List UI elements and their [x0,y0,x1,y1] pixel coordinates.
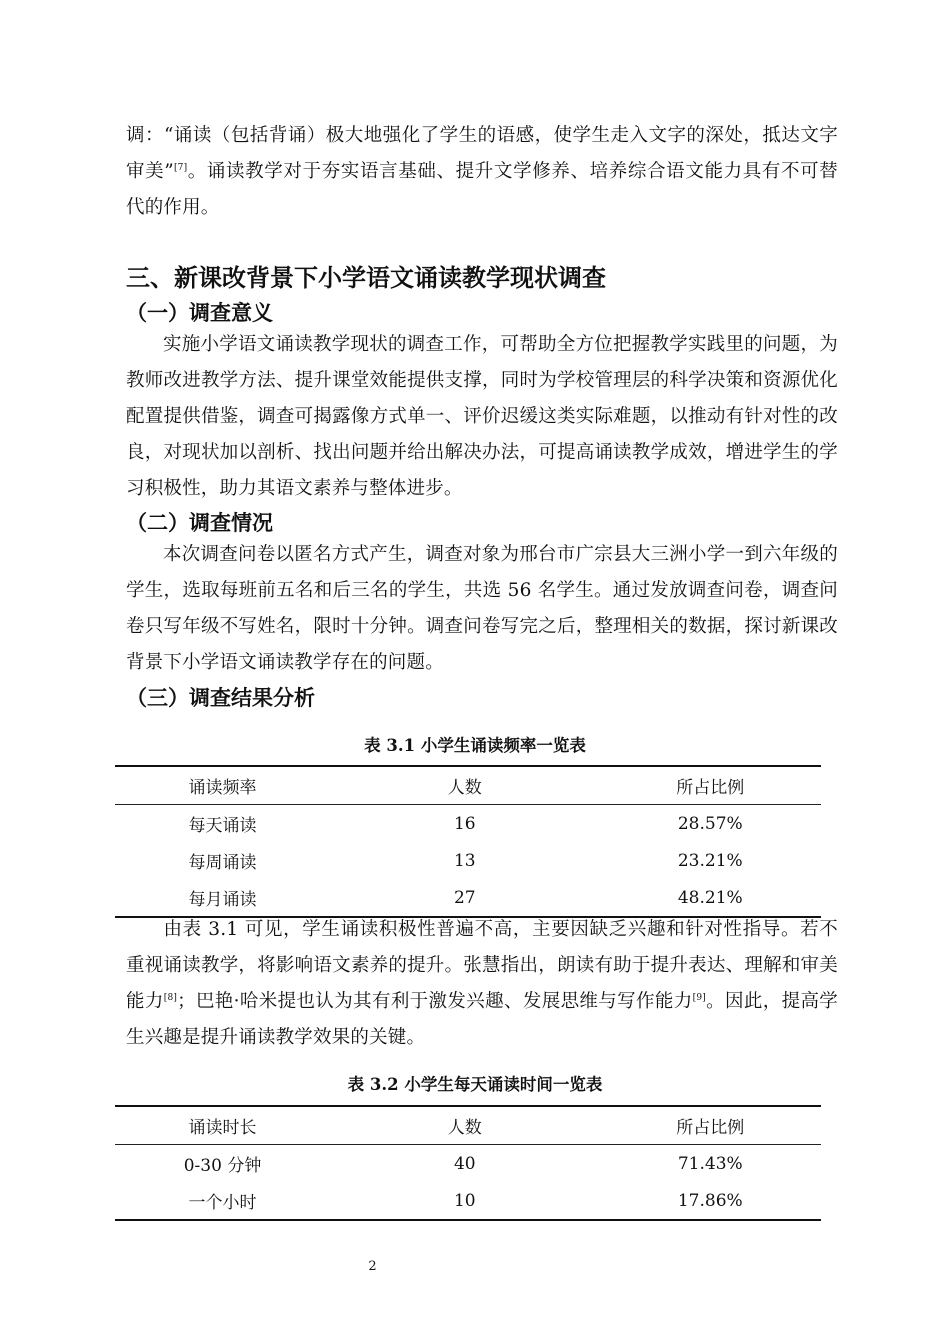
table-header-cell: 所占比例 [600,1106,821,1145]
table-cell: 每月诵读 [115,879,330,917]
page-number: 2 [368,1259,377,1274]
table-2 [115,1105,821,1221]
table-row [115,1182,821,1220]
subsection-heading-2: （二）调查情况 [126,511,273,535]
analysis-text-b: ；巴艳·哈米提也认为其有利于激发兴趣、发展思维与写作能力 [177,991,693,1012]
analysis-text-c: 。因此，提高学生兴趣是提升诵读教学效果的关键。 [126,991,839,1048]
subsection-2-paragraph [126,537,838,681]
citation-8: [8] [163,992,178,1003]
table-cell: 23.21% [677,850,743,871]
table-cell: 0-30 分钟 [183,1156,262,1176]
table-header-cell: 人数 [330,766,600,805]
table-header-row [115,766,821,805]
table-1 [115,765,821,918]
table-cell: 40 [453,1153,476,1174]
intro-paragraph [126,118,838,226]
table-cell: 16 [453,813,476,834]
analysis-text-a: 由表 3.1 可见，学生诵读积极性普遍不高，主要因缺乏兴趣和针对性指导。若不重视诵读教学，将影响语文素养的提升。张慧指出，朗读有助于提升表达、理解和审美能力 [126,919,838,1012]
table-row [115,842,821,879]
intro-text-after: 。诵读教学对于夯实语言基础、提升文学修养、培养综合语文能力具有不可替代的作用。 [126,161,838,218]
table-cell: 71.43% [677,1153,743,1174]
table-row [115,805,821,843]
table-2-caption: 表 3.2 小学生每天诵读时间一览表 [347,1075,603,1094]
table-1-caption: 表 3.1 小学生诵读频率一览表 [364,736,586,755]
subsection-heading-1: （一）调查意义 [126,301,273,325]
table-header-cell: 诵读频率 [115,766,330,805]
table-cell: 每天诵读 [188,816,257,836]
subsection-heading-3: （三）调查结果分析 [126,686,315,710]
subsection-1-text: 实施小学语文诵读教学现状的调查工作，可帮助全方位把握教学实践里的问题，为教师改进教学方法、提升课堂效能提供支撑，同时为学校管理层的科学决策和资源优化配置提供借鉴，调查可揭露像方式单一、评价迟缓这类实际难题，以推动有针对性的改良，对现状加以剖析、找出问题并给出解决办法，可提高诵读教学成效，增进学生的学习积极性，助力其语文素养与整体进步。 [126,334,838,499]
subsection-1-paragraph [126,327,838,507]
table-cell: 28.57% [677,813,743,834]
analysis-paragraph [126,912,838,1056]
citation-7: [7] [173,162,188,173]
table-row [115,1145,821,1183]
table-cell: 48.21% [600,879,821,917]
table-header-cell: 诵读时长 [115,1106,330,1145]
table-cell: 一个小时 [115,1182,330,1220]
citation-9: [9] [692,992,706,1003]
table-cell: 27 [330,879,600,917]
subsection-2-text: 本次调查问卷以匿名方式产生，调查对象为邢台市广宗县大三洲小学一到六年级的学生，选取每班前五名和后三名的学生，共选 56 名学生。通过发放调查问卷，调查问卷只写年级不写姓名，限时十分钟。调查问卷写完之后，整理相关的数据，探讨新课改背景下小学语文诵读教学存在的问题。 [126,544,838,673]
table-header-cell: 所占比例 [600,766,821,805]
section-heading: 三、新课改背景下小学语文诵读教学现状调查 [126,264,606,292]
table-header-cell: 人数 [330,1106,600,1145]
table-cell: 13 [453,850,476,871]
table-header-row [115,1106,821,1145]
table-cell: 每周诵读 [188,853,257,873]
intro-text: 调：“诵读（包括背诵）极大地强化了学生的语感，使学生走入文字的深处，抵达文字审美” [126,125,838,182]
table-cell: 17.86% [600,1182,821,1220]
table-cell: 10 [330,1182,600,1220]
